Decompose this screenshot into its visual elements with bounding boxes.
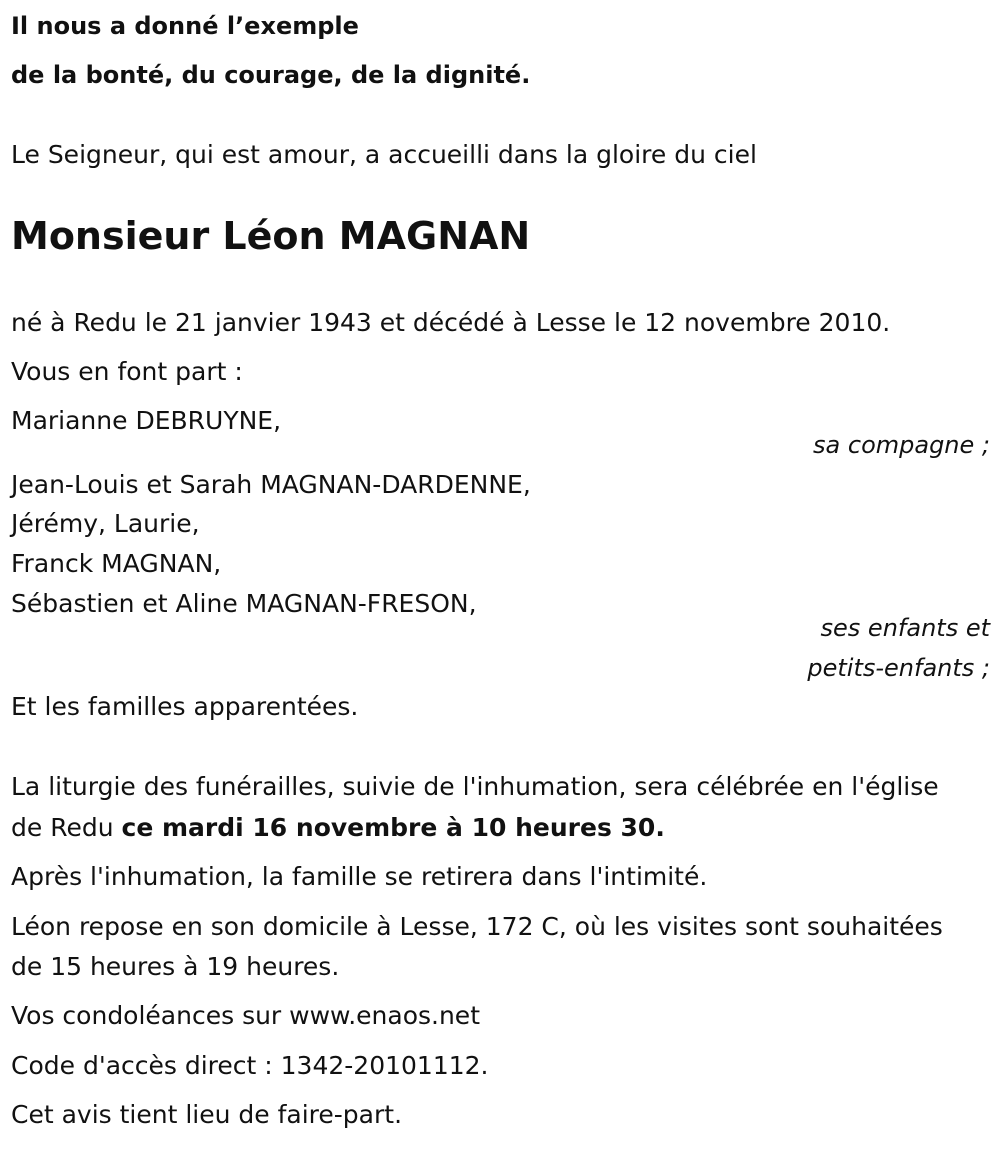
children-role-1: ses enfants et <box>820 614 990 642</box>
children-role-2: petits-enfants ; <box>807 654 990 682</box>
quote-line-1: Il nous a donné l’exemple <box>11 12 359 40</box>
relatives-text: Et les familles apparentées. <box>11 692 359 721</box>
announce-text: Vous en font part : <box>11 357 243 386</box>
visit-line-1: Léon repose en son domicile à Lesse, 172 C, où les visites sont souhaitées <box>11 912 943 941</box>
ceremony-prefix: de Redu <box>11 813 122 842</box>
ceremony-line-2 <box>11 813 665 843</box>
ceremony-line-1: La liturgie des funérailles, suivie de l'inhumation, sera célébrée en l'église <box>11 772 939 801</box>
visit-line-2: de 15 heures à 19 heures. <box>11 952 340 981</box>
quote-line-2: de la bonté, du courage, de la dignité. <box>11 61 531 89</box>
deceased-name: Monsieur Léon MAGNAN <box>11 214 531 258</box>
child-line-4: Sébastien et Aline MAGNAN-FRESON, <box>11 589 477 618</box>
birth-death-text: né à Redu le 21 janvier 1943 et décédé à Lesse le 12 novembre 2010. <box>11 308 891 337</box>
companion-name: Marianne DEBRUYNE, <box>11 406 282 435</box>
intro-text: Le Seigneur, qui est amour, a accueilli dans la gloire du ciel <box>11 140 757 169</box>
access-code-text: Code d'accès direct : 1342-20101112. <box>11 1051 489 1080</box>
child-line-1: Jean-Louis et Sarah MAGNAN-DARDENNE, <box>11 470 531 499</box>
ceremony-datetime: ce mardi 16 novembre à 10 heures 30. <box>121 813 665 842</box>
after-text: Après l'inhumation, la famille se retirera dans l'intimité. <box>11 862 708 891</box>
child-line-2: Jérémy, Laurie, <box>11 509 200 538</box>
companion-role: sa compagne ; <box>813 431 990 459</box>
condolences-text: Vos condoléances sur www.enaos.net <box>11 1001 480 1030</box>
notice-text: Cet avis tient lieu de faire-part. <box>11 1100 403 1129</box>
child-line-3: Franck MAGNAN, <box>11 549 222 578</box>
